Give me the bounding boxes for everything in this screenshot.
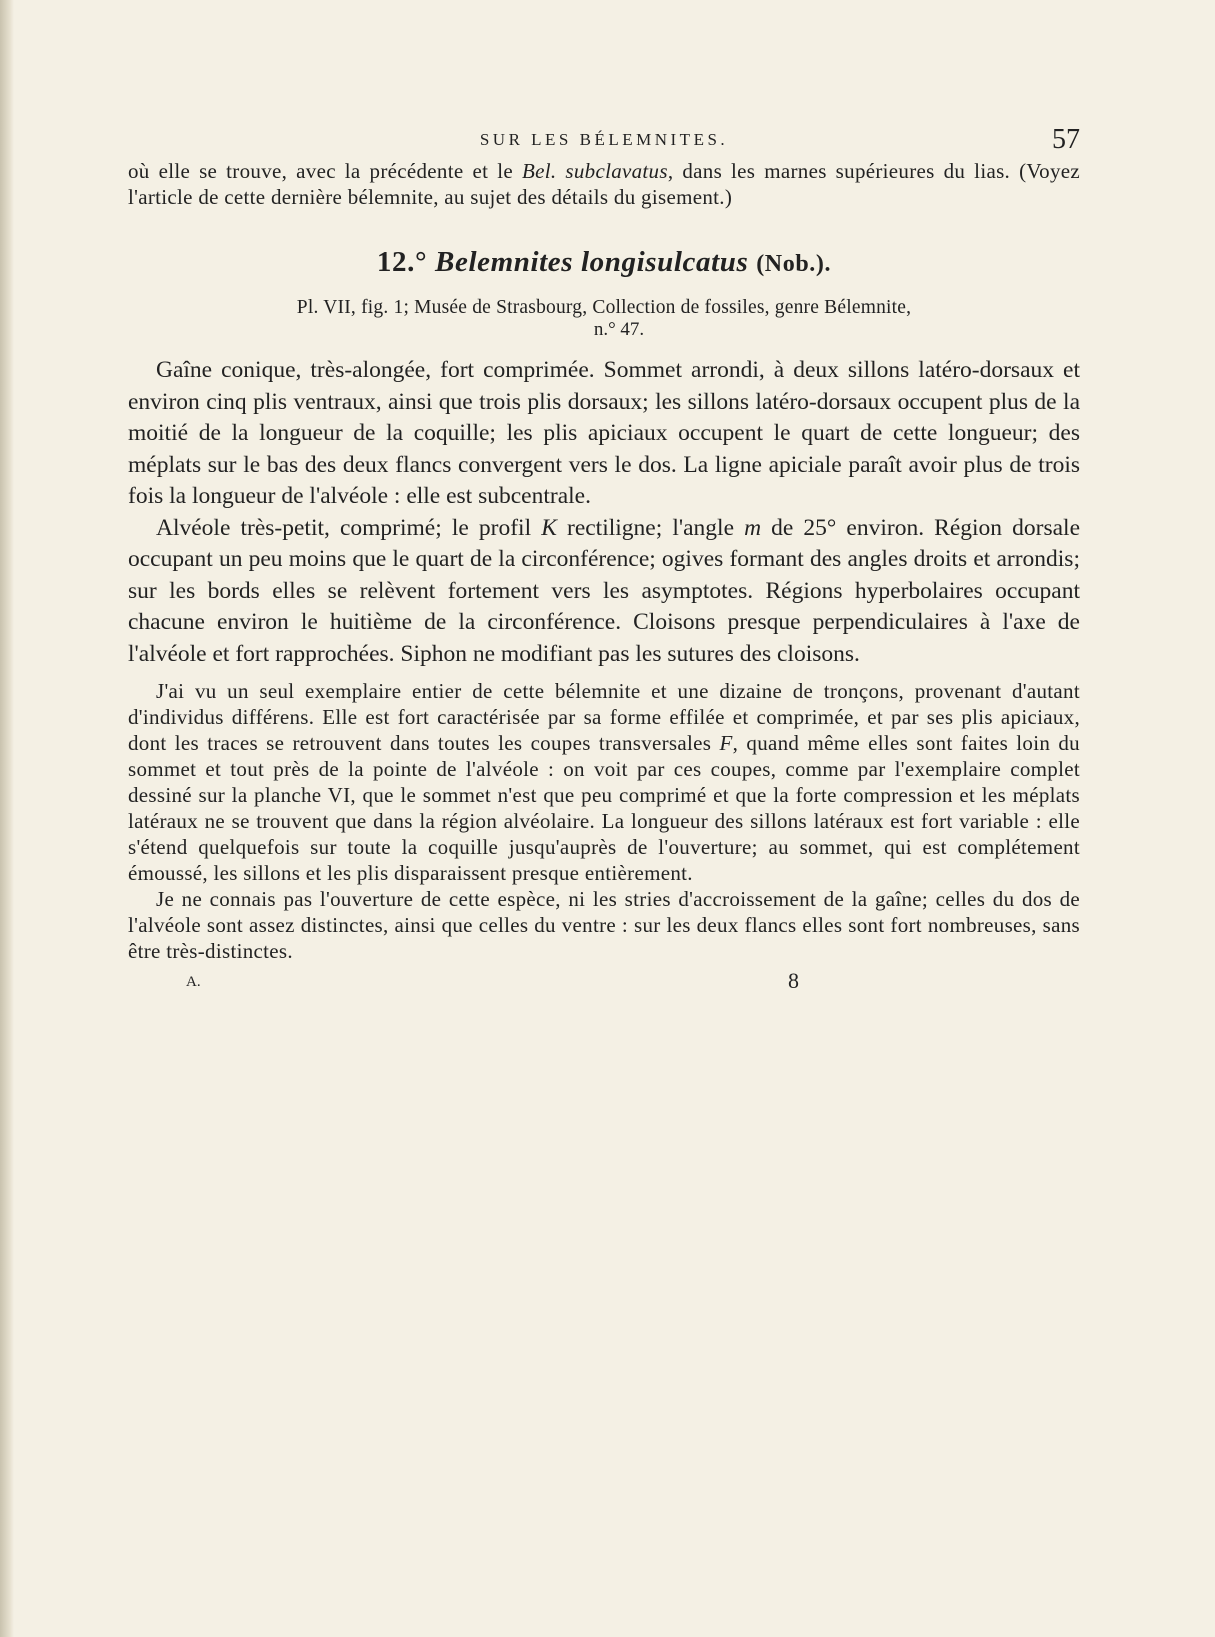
alveole-text-1: Alvéole très-petit, comprimé; le profil (156, 514, 542, 541)
signature-number: 8 (788, 968, 799, 993)
species-reference: Bel. subclavatus (521, 159, 668, 183)
plate-reference (128, 297, 1080, 341)
alveole-text-3: de 25° environ. Région dorsale occupant un peu moins que le quart de la circonférence; ogives formant des angles droits et arrondis; sur les bords elles se relèvent fortement vers les asymptotes. Régions hyperbolaires occupant chacune environ le huitième de la circonférence. Cloisons presque perpendiculaires à l'axe de l'alvéole et fort rapprochées. Siphon ne modifiant pas les sutures des cloisons. (128, 514, 1081, 667)
profile-letter: K (541, 514, 557, 541)
continuation-paragraph (128, 158, 1080, 210)
page-footer (128, 968, 1080, 998)
notes-paragraph-2: Je ne connais pas l'ouverture de cette espèce, ni les stries d'accroissement de la gaîne; celles du dos de l'alvéole sont assez distinctes, ainsi que celles du ventre : sur les deux flancs elles sont fort nombreuses, sans être très-distinctes. (128, 887, 1080, 963)
specimen-number: n.° 47. (593, 319, 645, 340)
notes-text-1: J'ai vu un seul exemplaire entier de cette bélemnite et une dizaine de tronçons, provenant d'autant d'individus différens. Elle est fort caractérisée par sa forme effilée et comprimée, et par ses plis apiciaux, dont les traces se retrouvent dans toutes les coupes transversales (128, 679, 1080, 755)
signature-mark: A. (186, 974, 201, 990)
species-number: 12.° (376, 246, 428, 278)
alveole-paragraph (128, 513, 1080, 671)
running-title: SUR LES BÉLEMNITES. (479, 130, 729, 149)
page-content (128, 124, 1081, 998)
continuation-text-2: , dans les marnes supérieures du lias. (Voyez l'article de cette dernière bélemnite, au sujet des détails du gisement.) (128, 159, 1080, 209)
description-paragraph: Gaîne conique, très-alongée, fort comprimée. Sommet arrondi, à deux sillons latéro-dorsaux et environ cinq plis ventraux, ainsi que trois plis dorsaux; les sillons latéro-dorsaux occupent plus de la moitié de la longueur de la coquille; les plis apiciaux occupent le quart de cette longueur; des méplats sur le bas des deux flancs convergent vers le dos. La ligne apiciale paraît avoir plus de trois fois la longueur de l'alvéole : elle est subcentrale. (128, 357, 1080, 509)
alveole-text-2: rectiligne; l'angle (556, 514, 745, 541)
section-letter: F (719, 731, 733, 755)
angle-letter: m (744, 514, 762, 541)
notes-paragraph (128, 678, 1080, 886)
species-name: Belemnites longisulcatus (435, 246, 749, 278)
running-head (128, 124, 1080, 158)
species-heading (128, 246, 1080, 279)
species-author: (Nob.). (756, 251, 832, 277)
plate-reference-line: Pl. VII, fig. 1; Musée de Strasbourg, Collection de fossiles, genre Bélemnite, (296, 297, 912, 318)
page-binding-edge (0, 0, 14, 1637)
page-number: 57 (1052, 124, 1080, 155)
continuation-text-1: où elle se trouve, avec la précédente et le (128, 159, 522, 183)
notes-text-2: , quand même elles sont faites loin du sommet et tout près de la pointe de l'alvéole : on voit par ces coupes, comme par l'exemplaire complet dessiné sur la planche VI, que le sommet n'est que peu comprimé et que la forte compression et les méplats latéraux ne se trouvent que dans la région alvéolaire. La longueur des sillons latéraux est fort variable : elle s'étend quelquefois sur toute la coquille jusqu'auprès de l'ouverture; au sommet, qui est complétement émoussé, les sillons et les plis disparaissent presque entièrement. (128, 731, 1080, 885)
